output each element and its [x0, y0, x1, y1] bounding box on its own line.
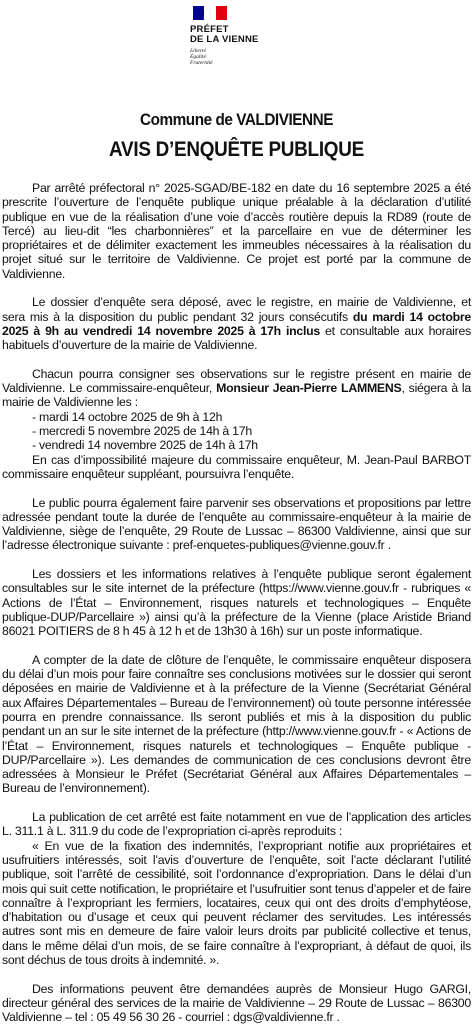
- commissioner-name: Monsieur Jean-Pierre LAMMENS: [216, 381, 402, 396]
- paragraph-articles-quote: « En vue de la fixation des indemnités, l’expropriant notifie aux propriétaires et usufruitiers intéressés, soit l’avis d’ouverture de l’enquête, soit l’acte déclarant l’utilité publique, soit l’arrêté de cessibilité, soit l’ordonnance d’expropriation. Dans le délai d’un mois qui suit cette notification, le propriétaire et l’usufruitier sont tenus d’appeler et de faire connaître à l’expropriant les fermiers, locataires, ceux qui ont des droits d’emphytéose, d’habitation ou d’usage et ceux qui peuvent réclamer des servitudes. Les intéressés autres sont mis en demeure de faire valoir leurs droits par publicité collective et tenus, dans le même délai d’un mois, de se faire connaître à l’expropriant, à défaut de quoi, ils sont déchus de tous droits à indemnité. ».: [2, 838, 471, 968]
- paragraph-articles: La publication de cet arrêté est faite notamment en vue de l’application des articles L. 311.1 à L. 311.9 du code de l’expropriation ci-après reproduits :: [2, 810, 471, 839]
- paragraph-conclusions: A compter de la date de clôture de l’enquête, le commissaire enquêteur disposera du délai d’un mois pour faire connaître ses conclusions motivées sur le dossier qui seront déposées en mairie de Valdivienne et à la préfecture de la Vienne (Secrétariat Général aux Affaires Départementales – Bureau de l’environnement) où toute personne intéressée pourra en prendre connaissance. Ils seront publiés et mis à la disposition du public pendant un an sur le site internet de la préfecture (http://www.vienne.gouv.fr - « Actions de l’État – Environnement, risques naturels et technologiques – Enquête publique - DUP/Parcellaire »). Les demandes de communication de ces conclusions devront être adressées à Monsieur le Préfet (Secrétariat Général aux Affaires Départementales – Bureau de l’environnement).: [2, 652, 471, 796]
- paragraph-contact: Des informations peuvent être demandées auprès de Monsieur Hugo GARGI, directeur général des services de la mairie de Valdivienne – 29 Route de Lussac – 86300 Valdivienne – tel : 05 49 56 30 26 - courriel : dgs@valdivienne.fr .: [2, 981, 471, 1025]
- paragraph-dossier: [2, 295, 471, 352]
- commune-heading: Commune de VALDIVIENNE: [140, 110, 333, 129]
- dossier-text-b: et consultable aux horaires habituels d’ouverture de la mairie de Valdivienne.: [2, 323, 471, 353]
- permanence-item: - mercredi 5 novembre 2025 de 14h à 17h: [32, 424, 252, 439]
- permanence-item: - mardi 14 octobre 2025 de 9h à 12h: [32, 409, 223, 424]
- paragraph-observations: [2, 367, 471, 410]
- paragraph-substitute: En cas d’impossibilité majeure du commissaire enquêteur, M. Jean-Paul BARBOT commissaire enquêteur suppléant, poursuivra l’enquête.: [2, 452, 471, 481]
- paragraph-mail: Le public pourra également faire parvenir ses observations et propositions par lettre adressée pendant toute la durée de l’enquête au commissaire-enquêteur à la mairie de Valdivienne, siège de l’enquête, 29 Route de Lussac – 86300 Valdivienne, ainsi que sur l’adresse électronique suivante : pref-enquetes-publiques@vienne.gouv.fr .: [2, 495, 471, 553]
- paragraph-website: Les dossiers et les informations relatives à l’enquête publique seront également consultables sur le site internet de la préfecture (https://www.vienne.gouv.fr - rubriques « Actions de l’État – Environnement, risques naturels et technologiques – Enquête publique-DUP/Parcellaire ») ainsi qu’à la préfecture de la Vienne (place Aristide Briand 86021 POITIERS de 8 h 45 à 12 h et de 13h30 à 16h) sur un poste informatique.: [2, 567, 471, 639]
- dossier-text-a: Le dossier d’enquête sera déposé, avec le registre, en mairie de Valdivienne, et sera mis à la disposition du public pendant 32 jours consécutifs: [2, 295, 471, 324]
- permanence-item: - vendredi 14 novembre 2025 de 14h à 17h: [32, 438, 258, 453]
- paragraph-arrete: Par arrêté préfectoral n° 2025-SGAD/BE-182 en date du 16 septembre 2025 a été prescrite l’ouverture de l’enquête publique unique préalable à la déclaration d’utilité publique en vue de la réalisation d’une voie d’accès routière depuis la RD89 (route de Tercé) au lieu-dit “les charbonnières” et la parcellaire en vue de déterminer les propriétaires et de délimiter exactement les immeubles nécessaires à la réalisation du projet situé sur le territoire de Valdivienne. Ce projet est porté par la commune de Valdivienne.: [2, 181, 471, 281]
- enquiry-dates: du mardi 14 octobre 2025 à 9h au vendredi 14 novembre 2025 à 17h inclus: [2, 309, 471, 338]
- prefet-line-2: DE LA VIENNE: [190, 34, 259, 45]
- motto-line-1: Liberté: [190, 48, 206, 54]
- notice-title: AVIS D’ENQUÊTE PUBLIQUE: [109, 138, 364, 161]
- republic-motto: [190, 48, 280, 66]
- prefecture-logo: [190, 6, 280, 66]
- notice-body: [2, 181, 471, 1025]
- motto-line-3: Fraternité: [190, 60, 213, 66]
- motto-line-2: Égalité: [190, 54, 206, 60]
- prefet-line-1: PRÉFET: [190, 24, 229, 35]
- observations-text-b: , siégera à la mairie de Valdivienne les :: [2, 381, 471, 410]
- marianne-icon: [201, 6, 213, 20]
- prefet-title: [190, 25, 280, 45]
- observations-text-a: Chacun pourra consigner ses observations sur le registre présent en mairie de Valdivienne. Le commissaire-enquêteur,: [2, 366, 471, 396]
